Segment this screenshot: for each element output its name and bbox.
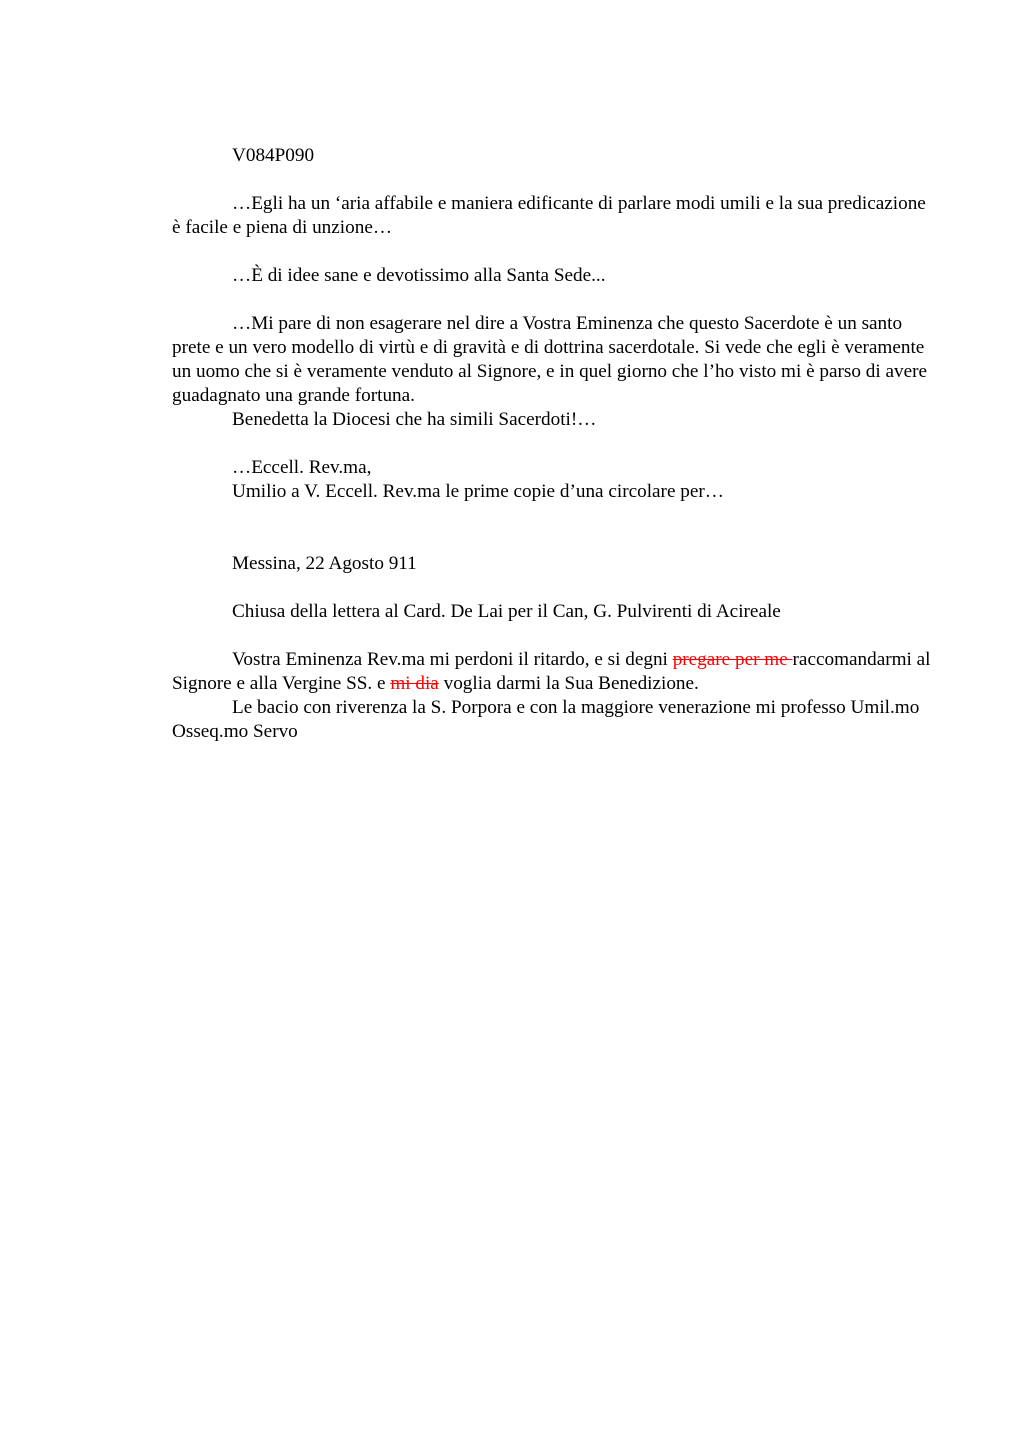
deleted-text: mi dia: [390, 673, 439, 694]
closing-text: raccomandarmi al Signore e alla Vergine SS. e: [172, 649, 931, 694]
excerpt-paragraph: Benedetta la Diocesi che ha simili Sacerdoti!…: [232, 409, 597, 430]
document-body: [172, 144, 932, 744]
document-code: V084P090: [232, 145, 315, 166]
excerpt-paragraph: …È di idee sane e devotissimo alla Santa Sede...: [232, 265, 606, 286]
closing-paragraph: [172, 648, 932, 696]
excerpt-paragraph: Umilio a V. Eccell. Rev.ma le prime copie d’una circolare per…: [232, 481, 724, 502]
section-heading: Chiusa della lettera al Card. De Lai per il Can, G. Pulvirenti di Acireale: [232, 601, 781, 622]
deleted-text: pregare per me: [672, 649, 793, 670]
salutation: …Eccell. Rev.ma,: [232, 457, 372, 478]
closing-text: voglia darmi la Sua Benedizione.: [438, 673, 699, 694]
final-paragraph: Le bacio con riverenza la S. Porpora e con la maggiore venerazione mi professo Umil.mo Osseq.mo Servo: [172, 697, 920, 742]
excerpt-paragraph: …Mi pare di non esagerare nel dire a Vostra Eminenza che questo Sacerdote è un santo prete e un vero modello di virtù e di gravità e di dottrina sacerdotale. Si vede che egli è veramente un uomo che si è veramente venduto al Signore, e in quel giorno che l’ho visto mi è parso di avere guadagnato una grande fortuna.: [172, 313, 928, 406]
closing-text: Vostra Eminenza Rev.ma mi perdoni il ritardo, e si degni: [232, 649, 673, 670]
excerpt-paragraph: …Egli ha un ‘aria affabile e maniera edificante di parlare modi umili e la sua predicazione è facile e piena di unzione…: [172, 193, 926, 238]
place-date: Messina, 22 Agosto 911: [232, 553, 417, 574]
